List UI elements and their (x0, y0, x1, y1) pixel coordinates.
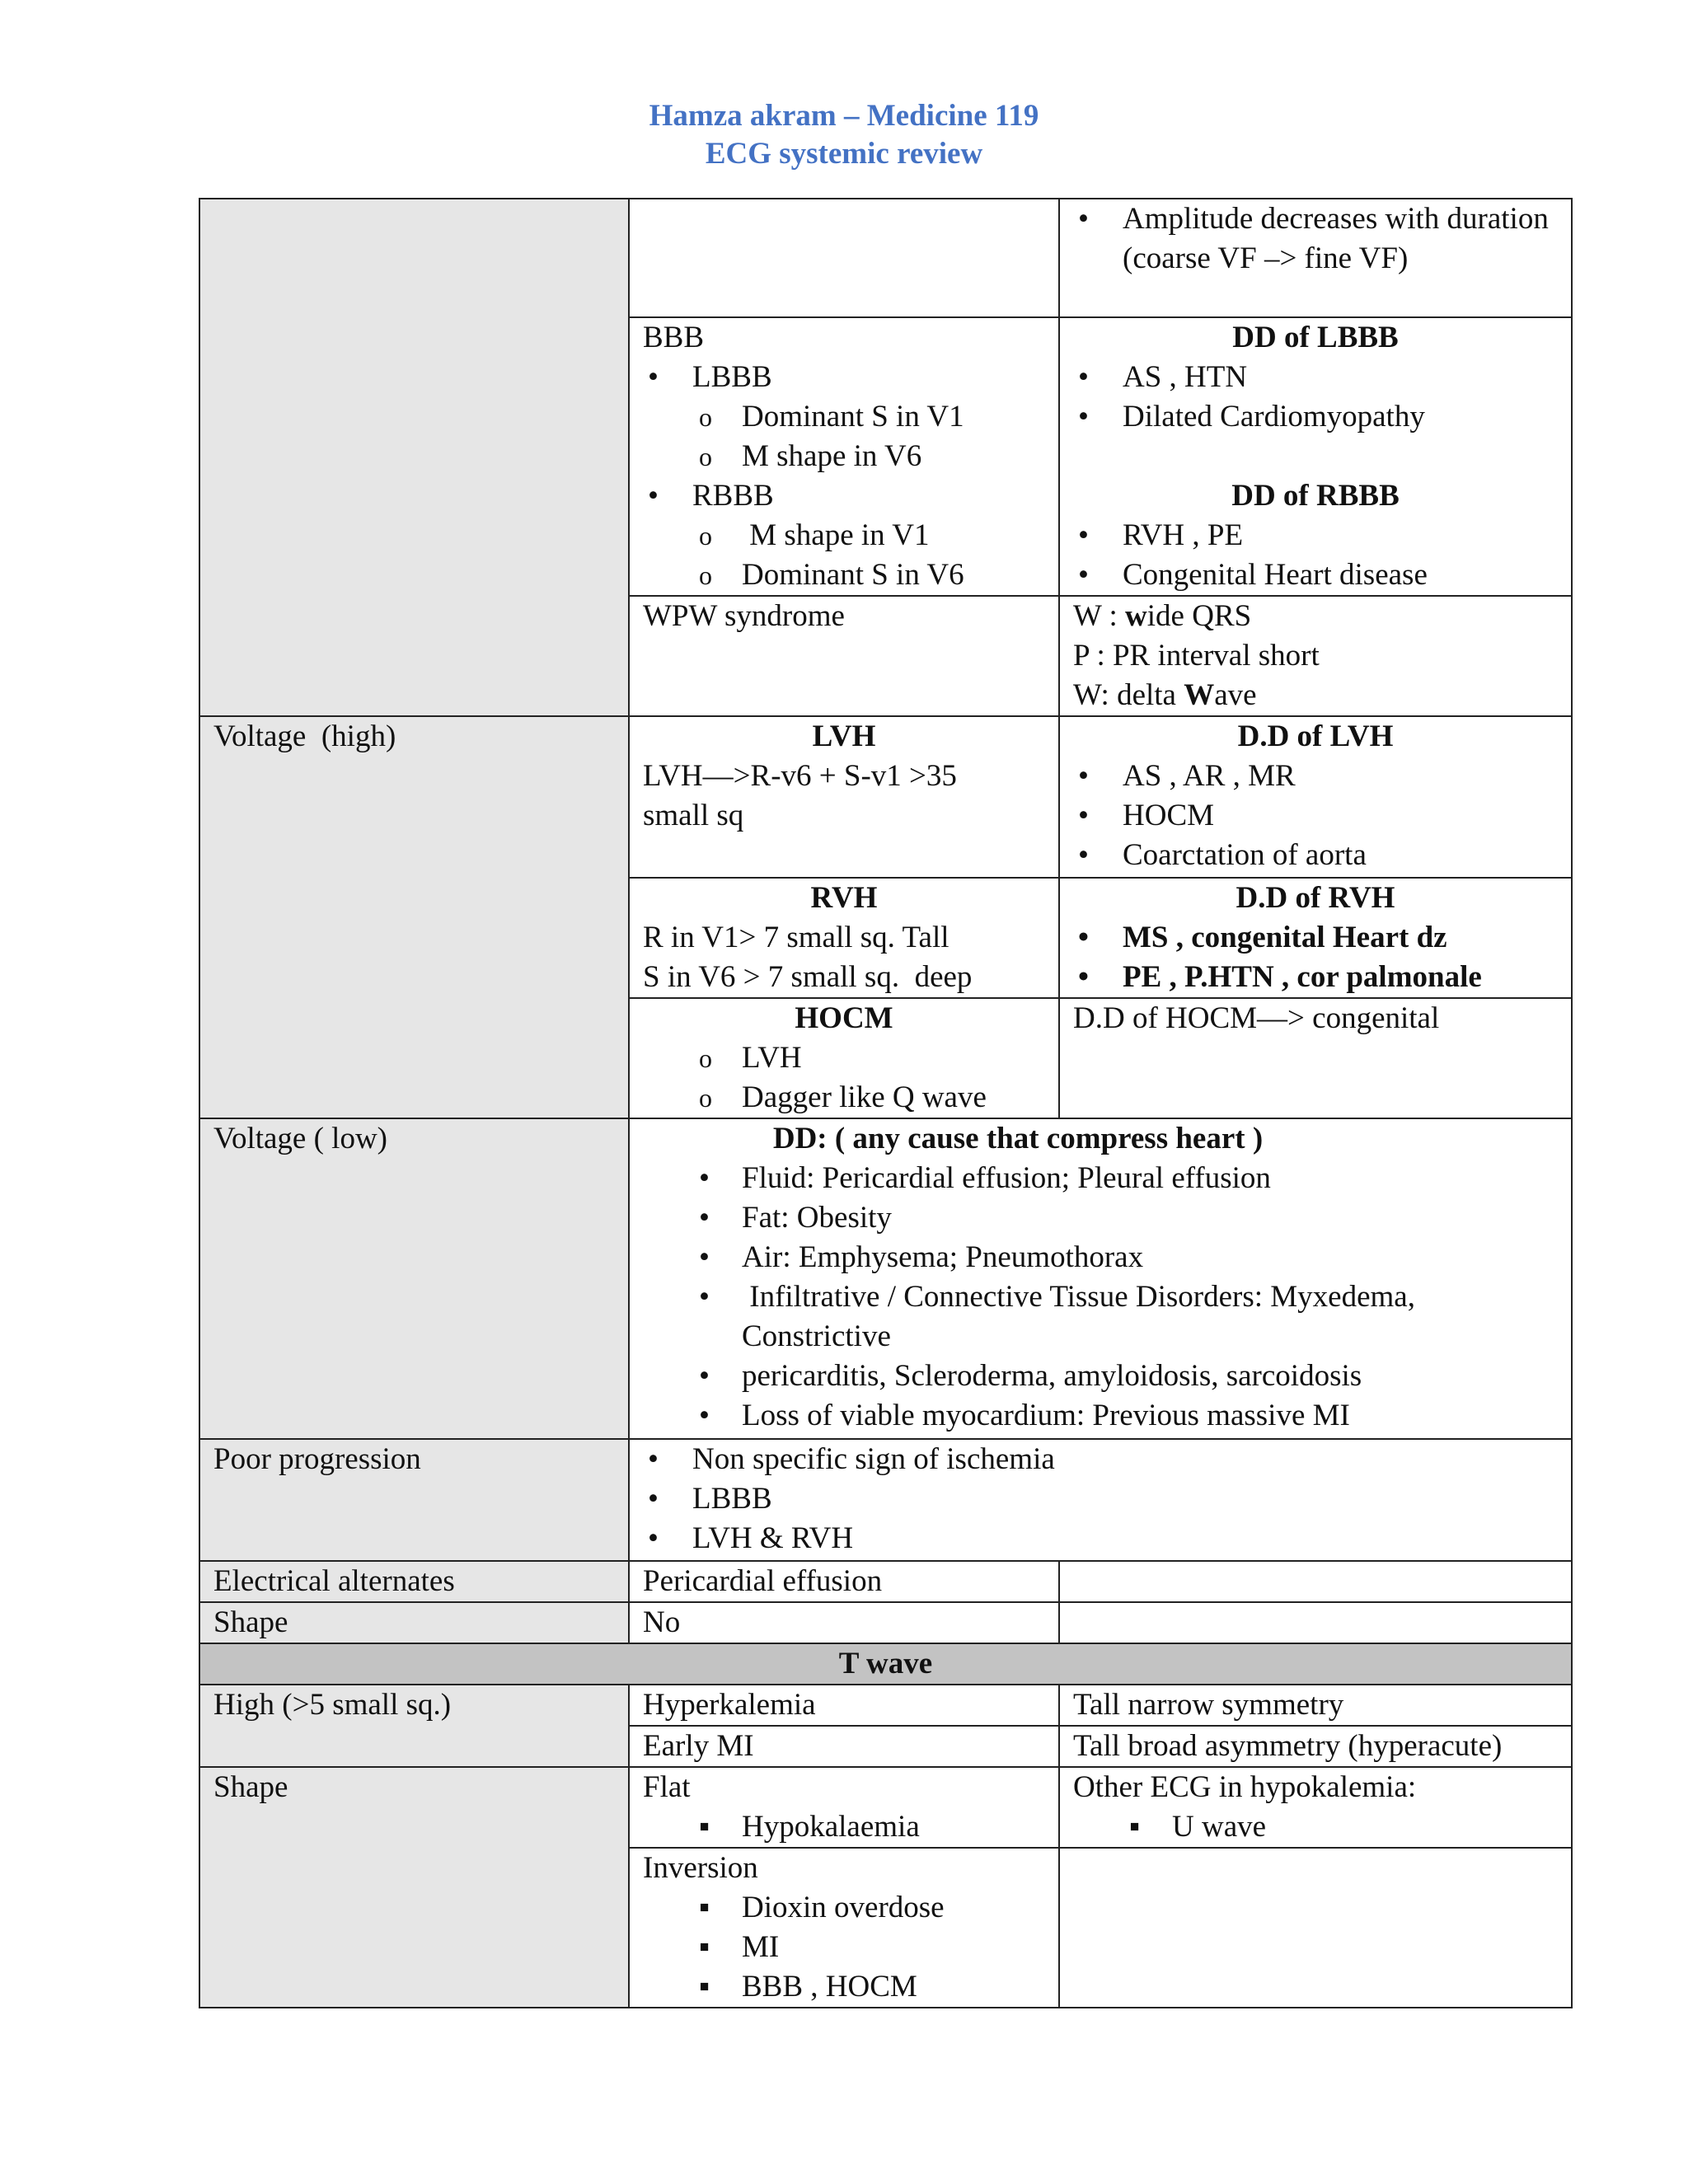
list-item: ▪ Dioxin overdose (643, 1888, 1045, 1928)
dd-lvh-title: D.D of LVH (1237, 719, 1394, 753)
cell-empty (1059, 1602, 1572, 1643)
cell-inversion (629, 1848, 1059, 2008)
cell-lvh-dd (1059, 716, 1572, 878)
dd-lbbb-title: DD of LBBB (1232, 321, 1399, 354)
table-row (199, 1439, 1572, 1561)
lvh-text: LVH—>R-v6 + S-v1 >35 small sq (643, 759, 957, 832)
list-item: ▪ BBB , HOCM (643, 1967, 1045, 2007)
cell-wpw: WPW syndrome (629, 596, 1059, 716)
table-row (199, 1643, 1572, 1685)
cell-voltage-low (629, 1118, 1572, 1439)
section-header-t-wave: T wave (199, 1643, 1572, 1685)
document-title: Hamza akram – Medicine 119 (649, 99, 1039, 133)
rvh-title: RVH (810, 881, 878, 915)
list-item: ▪ Hypokalaemia (643, 1807, 1045, 1847)
list-item: o LVH (643, 1038, 1045, 1078)
cell-hypokalemia-ecg (1059, 1767, 1572, 1848)
document-header (0, 97, 1688, 173)
list-item: • AS , AR , MR (1073, 757, 1558, 796)
list-item: • Air: Emphysema; Pneumothorax (643, 1238, 1508, 1277)
list-item: • Fluid: Pericardial effusion; Pleural effusion (643, 1159, 1508, 1198)
list-item: o M shape in V1 (643, 516, 1045, 555)
wpw-line-1: W : wide QRS (1073, 599, 1252, 633)
cell-electrical-alternates: Pericardial effusion (629, 1561, 1059, 1602)
cell-vf-note (1059, 199, 1572, 317)
list-item: • PE , P.HTN , cor palmonale (1073, 958, 1558, 997)
document-subtitle: ECG systemic review (705, 137, 983, 171)
list-item: • LBBB (643, 358, 1045, 397)
wpw-line-3: W: delta Wave (1073, 678, 1257, 712)
cell-hocm-dd: D.D of HOCM—> congenital (1059, 998, 1572, 1118)
row-label-t-shape: Shape (199, 1767, 629, 2008)
list-item: • Amplitude decreases with duration (coarse VF –> fine VF) (1073, 199, 1558, 279)
list-item: • Coarctation of aorta (1073, 836, 1558, 875)
cell-bbb (629, 317, 1059, 596)
list-item: • Fat: Obesity (643, 1198, 1508, 1238)
wpw-line-2: P : PR interval short (1073, 639, 1320, 673)
table-row (199, 1118, 1572, 1439)
cell-hyperkalemia: Hyperkalemia (629, 1685, 1059, 1726)
ecg-review-table (199, 198, 1573, 2008)
list-item: • AS , HTN (1073, 358, 1558, 397)
rvh-line-2: S in V6 > 7 small sq. deep (643, 960, 973, 994)
row-label-electrical-alternates: Electrical alternates (199, 1561, 629, 1602)
table-row (199, 716, 1572, 878)
row-label-high: High (>5 small sq.) (199, 1685, 629, 1767)
cell-early-mi: Early MI (629, 1726, 1059, 1767)
flat-title: Flat (643, 1770, 691, 1804)
cell-flat (629, 1767, 1059, 1848)
row-label-shape: Shape (199, 1602, 629, 1643)
list-item: • RVH , PE (1073, 516, 1558, 555)
dd-rvh-title: D.D of RVH (1236, 881, 1395, 915)
list-item: ▪ U wave (1073, 1807, 1558, 1847)
cell-empty (629, 199, 1059, 317)
list-item: • LVH & RVH (643, 1519, 1558, 1558)
cell-tall-broad: Tall broad asymmetry (hyperacute) (1059, 1726, 1572, 1767)
row-label-voltage-low: Voltage ( low) (199, 1118, 629, 1439)
list-item: ▪ MI (643, 1928, 1045, 1967)
list-item: o Dominant S in V6 (643, 555, 1045, 595)
bbb-title: BBB (643, 321, 705, 354)
cell-bbb-dd (1059, 317, 1572, 596)
list-item: o Dagger like Q wave (643, 1078, 1045, 1118)
row-label-voltage-high: Voltage (high) (199, 716, 629, 1118)
list-item: o M shape in V6 (643, 437, 1045, 476)
low-voltage-dd-title: DD: ( any cause that compress heart ) (772, 1122, 1264, 1155)
cell-wpw-mnemonic (1059, 596, 1572, 716)
cell-rvh-dd (1059, 878, 1572, 998)
cell-empty (1059, 1848, 1572, 2008)
list-item: • RBBB (643, 476, 1045, 516)
list-item: o Dominant S in V1 (643, 397, 1045, 437)
lvh-title: LVH (812, 719, 876, 753)
list-item: • Infiltrative / Connective Tissue Disorders: Myxedema, Constrictive (643, 1277, 1508, 1357)
list-item: • Dilated Cardiomyopathy (1073, 397, 1558, 437)
cell-shape: No (629, 1602, 1059, 1643)
row-label-poor-progression: Poor progression (199, 1439, 629, 1561)
rvh-line-1: R in V1> 7 small sq. Tall (643, 921, 950, 954)
list-item: • Loss of viable myocardium: Previous massive MI (643, 1396, 1508, 1436)
hocm-title: HOCM (795, 1001, 893, 1035)
inversion-title: Inversion (643, 1851, 758, 1885)
cell-empty (1059, 1561, 1572, 1602)
list-item: • Congenital Heart disease (1073, 555, 1558, 595)
list-item: • HOCM (1073, 796, 1558, 836)
list-item: • pericarditis, Scleroderma, amyloidosis, sarcoidosis (643, 1357, 1508, 1396)
table-row (199, 1561, 1572, 1602)
cell-rvh (629, 878, 1059, 998)
list-item: • MS , congenital Heart dz (1073, 918, 1558, 958)
cell-lvh (629, 716, 1059, 878)
list-item: • Non specific sign of ischemia (643, 1440, 1558, 1479)
row-label-empty (199, 199, 629, 716)
table-row (199, 1685, 1572, 1726)
list-item: • LBBB (643, 1479, 1558, 1519)
table-row (199, 1767, 1572, 1848)
cell-tall-narrow: Tall narrow symmetry (1059, 1685, 1572, 1726)
table-row (199, 199, 1572, 317)
other-ecg-title: Other ECG in hypokalemia: (1073, 1770, 1417, 1804)
table-row (199, 1602, 1572, 1643)
cell-poor-progression (629, 1439, 1572, 1561)
dd-rbbb-title: DD of RBBB (1231, 479, 1400, 513)
cell-hocm (629, 998, 1059, 1118)
